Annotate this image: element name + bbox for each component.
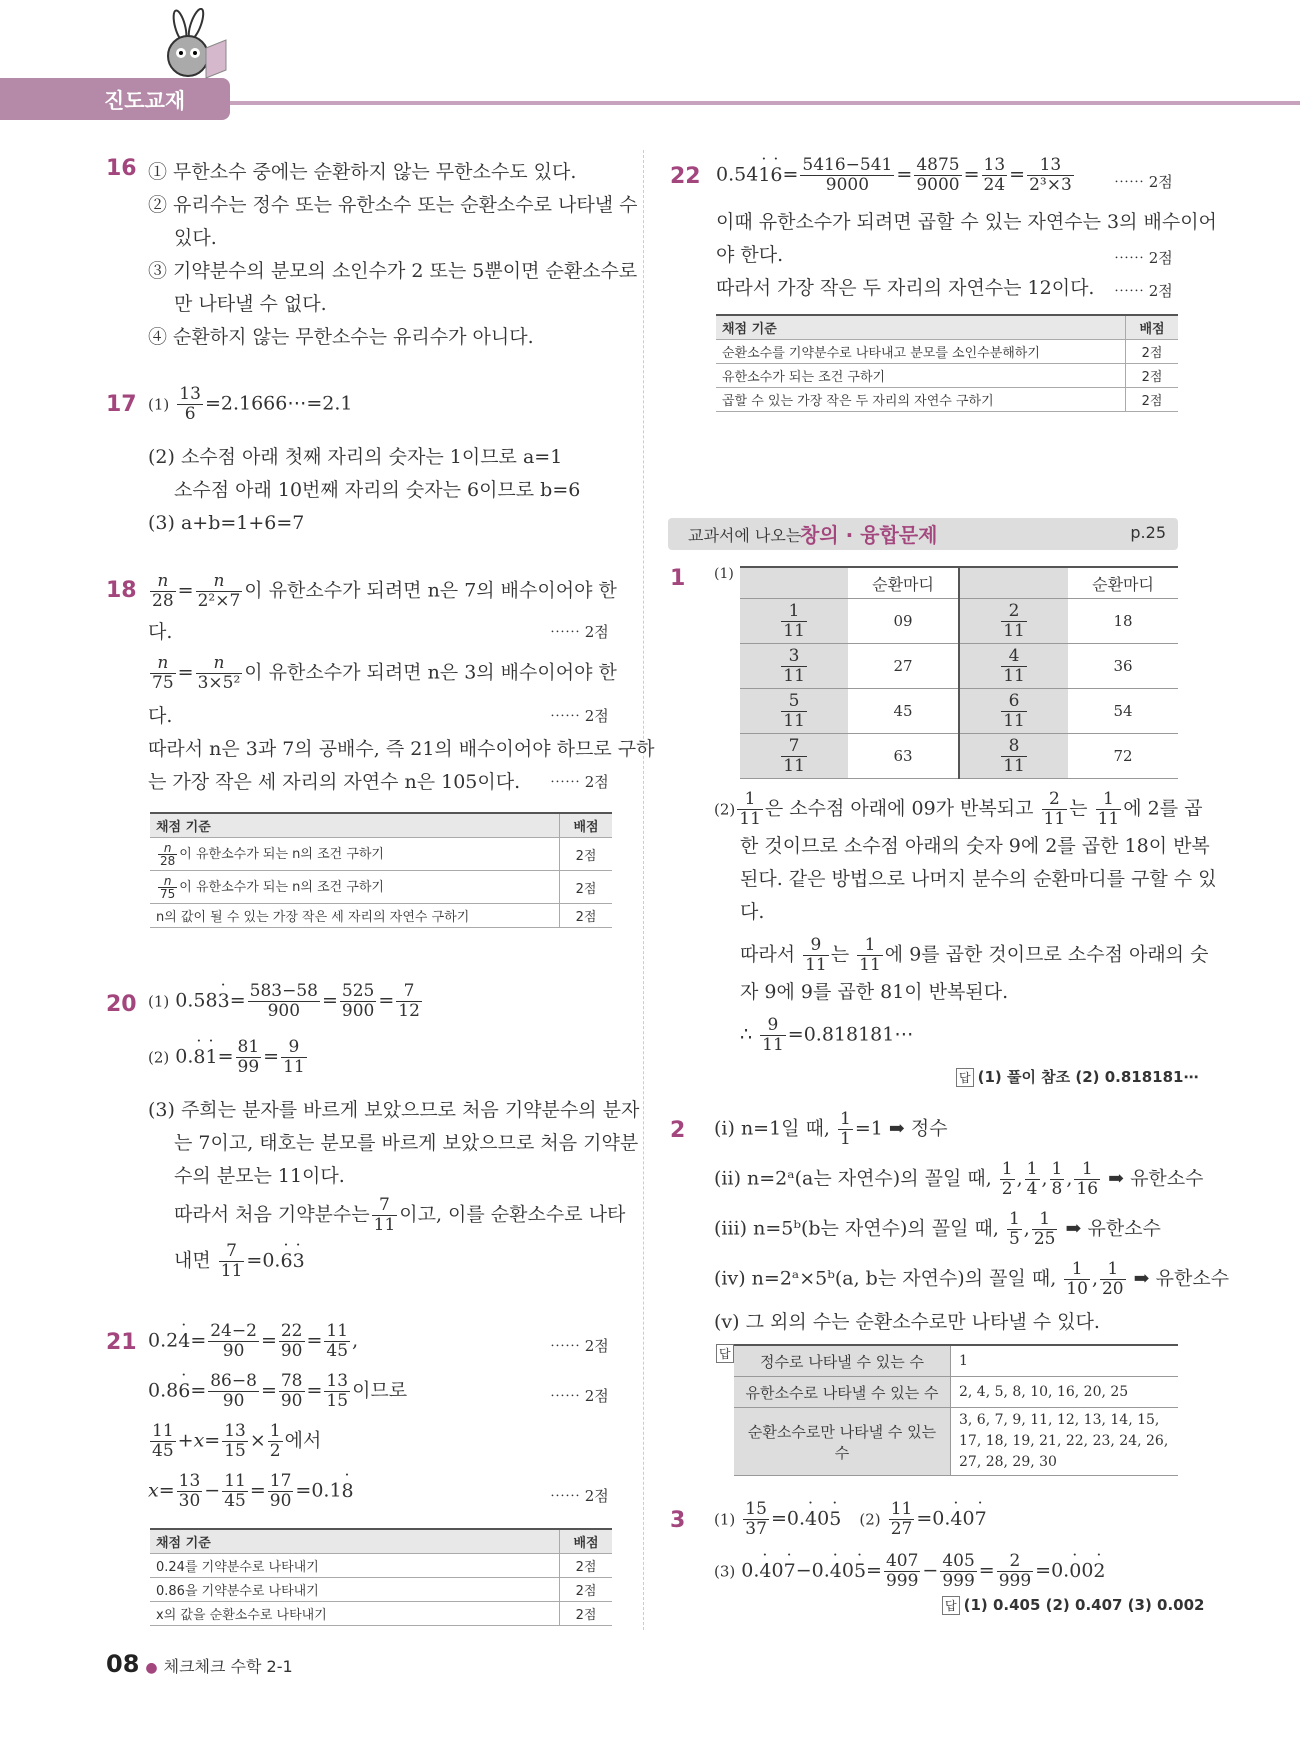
p1-line: 자 9에 9를 곱한 81이 반복된다.: [740, 981, 1009, 1003]
q20-line: 는 7이고, 태호는 분모를 바르게 보았으므로 처음 기약분: [174, 1132, 639, 1154]
p1-repeat-table: [740, 566, 1178, 779]
p1-line: 다.: [740, 901, 765, 923]
p1-line: 는: [1069, 797, 1088, 820]
page-footer: [106, 1650, 293, 1678]
points-label: ⋯⋯ 2점: [1114, 282, 1173, 300]
table-cell: 정수로 나타낼 수 있는 수: [734, 1345, 951, 1377]
table-header: 순환마디: [848, 567, 959, 599]
table-cell: 3, 6, 7, 9, 11, 12, 13, 14, 15, 17, 18, 19, 21, 22, 23, 24, 26, 27, 28, 29, 30: [951, 1408, 1179, 1476]
question-number: 20: [106, 992, 137, 1017]
q17-line: 소수점 아래 10번째 자리의 숫자는 6이므로 b=6: [174, 479, 581, 501]
question-number: 18: [106, 578, 137, 603]
table-header: 채점 기준: [150, 1529, 560, 1554]
table-cell: 2점: [560, 1554, 613, 1578]
table-cell: 2점: [560, 1578, 613, 1602]
table-cell: 유한소수로 나타낼 수 있는 수: [734, 1377, 951, 1408]
frac-den: 11: [783, 710, 805, 731]
frac-den: 11: [783, 665, 805, 686]
question-number: 16: [106, 156, 137, 181]
problem-number: 2: [670, 1118, 686, 1143]
p1-line: 따라서: [740, 943, 796, 966]
answer-text: (1) 0.405 (2) 0.407 (3) 0.002: [963, 1596, 1205, 1614]
p1-line: 에 2를 곱: [1123, 797, 1203, 820]
q20-line: 따라서 처음 기약분수는: [174, 1203, 370, 1226]
q18-line: 이 유한소수가 되려면 n은 7의 배수이어야 한: [244, 579, 617, 602]
table-header: 순환마디: [1068, 567, 1178, 599]
p1-answer: [956, 1066, 1199, 1087]
p2-line: ➡ 유한소수: [1108, 1167, 1204, 1190]
table-header: 배점: [560, 813, 613, 838]
table-cell: 45: [848, 689, 959, 734]
table-cell: 2점: [560, 871, 613, 904]
answer-text: (1) 풀이 참조 (2) 0.818181⋯: [977, 1068, 1199, 1086]
p2-line: (ⅴ) 그 외의 수는 순환소수로만 나타낼 수 있다.: [714, 1311, 1100, 1333]
question-number: 17: [106, 392, 137, 417]
table-header: 채점 기준: [150, 813, 560, 838]
frac-num: 3: [781, 647, 807, 667]
points-label: ⋯⋯ 2점: [550, 773, 609, 791]
q17-part1: (1): [148, 395, 170, 414]
q18-scoring-table: 채점 기준 배점 $\frac{n}{28}$ 이 유한소수가 되는 n의 조건 구하기 2점 $\frac{n}{75}$ 이 유한소수가 되는 n의 조건 구하기 2점 n의 값이 될 수 있는 가장 작은 세 자리의 자연수 구하기 2점: [150, 812, 612, 928]
question-number: 22: [670, 164, 701, 189]
frac-num: 2: [1001, 602, 1027, 622]
table-cell: 유한소수가 되는 조건 구하기: [716, 364, 1126, 388]
table-cell: 순환소수로만 나타낼 수 있는 수: [734, 1408, 951, 1476]
q22-line: 야 한다.: [716, 244, 784, 266]
table-cell: 1: [951, 1345, 1179, 1377]
points-label: ⋯⋯ 2점: [550, 623, 609, 641]
table-cell: 2점: [1126, 364, 1179, 388]
table-cell: 0.86을 기약분수로 나타내기: [150, 1578, 560, 1602]
rabbit-mascot-icon: [150, 8, 230, 83]
q18-line: 는 가장 작은 세 자리의 자연수 n은 105이다.: [148, 771, 521, 793]
p2-line: (ⅱ) n=2ᵃ(a는 자연수)의 꼴일 때,: [714, 1167, 992, 1190]
p2-answer-table: [734, 1344, 1178, 1476]
table-header: 채점 기준: [716, 315, 1126, 340]
table-cell: 54: [1068, 689, 1178, 734]
points-label: ⋯⋯ 2점: [550, 1487, 609, 1505]
frac-num: 5: [781, 692, 807, 712]
points-label: ⋯⋯ 2점: [550, 1387, 609, 1405]
table-cell: 이 유한소수가 되는 n의 조건 구하기: [179, 879, 384, 895]
table-cell: 2점: [560, 838, 613, 871]
q16-line: ② 유리수는 정수 또는 유한소수 또는 순환소수로 나타낼 수: [148, 194, 638, 216]
q17-eq: =2.1666⋯=2.1: [204, 392, 353, 415]
p1-line: 된다. 같은 방법으로 나머지 분수의 순환마디를 구할 수 있: [740, 868, 1217, 890]
table-cell: 2점: [1126, 388, 1179, 412]
table-cell: 09: [848, 599, 959, 644]
points-label: ⋯⋯ 2점: [1114, 173, 1173, 191]
q18-line: 다.: [148, 705, 173, 727]
q20-line: 이고, 이를 순환소수로 나타: [399, 1203, 626, 1226]
frac-den: 11: [783, 755, 805, 776]
q18-line: 이 유한소수가 되려면 n은 3의 배수이어야 한: [244, 661, 617, 684]
q20-line: (3) 주희는 분자를 바르게 보았으므로 처음 기약분수의 분자: [148, 1099, 640, 1121]
q22-line: 이때 유한소수가 되려면 곱할 수 있는 자연수는 3의 배수이어: [716, 211, 1217, 233]
answer-icon: 답: [716, 1344, 734, 1363]
table-header: 배점: [560, 1529, 613, 1554]
section-title: 창의 · 융합문제: [800, 523, 938, 547]
table-cell: 순환소수를 기약분수로 나타내고 분모를 소인수분해하기: [716, 340, 1126, 364]
q18-line: 따라서 n은 3과 7의 공배수, 즉 21의 배수이어야 하므로 구하: [148, 738, 655, 760]
frac-den: 11: [1003, 755, 1025, 776]
p2-line: =1 ➡ 정수: [854, 1117, 948, 1140]
section-page-ref: p.25: [1130, 523, 1166, 542]
header-tab: [0, 78, 230, 120]
section-banner: [668, 518, 1178, 550]
q21-text: 에서: [284, 1429, 322, 1452]
table-cell: 0.24를 기약분수로 나타내기: [150, 1554, 560, 1578]
table-cell: x의 값을 순환소수로 나타내기: [150, 1602, 560, 1626]
problem-number: 1: [670, 566, 686, 591]
table-cell: 18: [1068, 599, 1178, 644]
table-cell: n의 값이 될 수 있는 가장 작은 세 자리의 자연수 구하기: [150, 904, 560, 928]
q22-scoring-table: [716, 314, 1178, 412]
q17-line: (3) a+b=1+6=7: [148, 512, 305, 534]
p1-line: 한 것이므로 소수점 아래의 숫자 9에 2를 곱한 18이 반복: [740, 835, 1210, 857]
q16-line: ④ 순환하지 않는 무한소수는 유리수가 아니다.: [148, 326, 534, 348]
frac-num: 8: [1001, 737, 1027, 757]
p2-line: (ⅰ) n=1일 때,: [714, 1117, 830, 1140]
p1-line: 은 소수점 아래에 09가 반복되고: [764, 797, 1034, 820]
p3-answer: [942, 1596, 1205, 1615]
p1-line: 에 9를 곱한 것이므로 소수점 아래의 숫: [884, 943, 1209, 966]
table-cell: 2점: [1126, 340, 1179, 364]
q22-line: 따라서 가장 작은 두 자리의 자연수는 12이다.: [716, 277, 1095, 299]
p2-line: ➡ 유한소수: [1065, 1217, 1161, 1240]
problem-number: 3: [670, 1508, 686, 1533]
p2-line: (ⅳ) n=2ᵃ×5ᵇ(a, b는 자연수)의 꼴일 때,: [714, 1267, 1057, 1290]
p1-line: 는: [830, 943, 850, 966]
table-header: [959, 567, 1068, 599]
table-cell: 2점: [560, 1602, 613, 1626]
frac-den: 11: [1003, 710, 1025, 731]
frac-num: 4: [1001, 647, 1027, 667]
q21-scoring-table: [150, 1528, 612, 1626]
book-title: 체크체크 수학 2-1: [163, 1657, 293, 1676]
q20-line: 수의 분모는 11이다.: [174, 1165, 345, 1187]
q21-text: 이므로: [352, 1379, 408, 1402]
frac-num: 6: [1001, 692, 1027, 712]
points-label: ⋯⋯ 2점: [1114, 249, 1173, 267]
header-rule: [200, 101, 1300, 105]
table-cell: 2점: [560, 904, 613, 928]
table-cell: 36: [1068, 644, 1178, 689]
header-label: 진도교재: [104, 89, 186, 113]
p1-part1: (1): [714, 566, 734, 582]
q17-line: (2) 소수점 아래 첫째 자리의 숫자는 1이므로 a=1: [148, 446, 563, 468]
q16-line: 만 나타낼 수 없다.: [174, 293, 327, 315]
frac-num: 1: [781, 602, 807, 622]
frac-den: 11: [1003, 665, 1025, 686]
table-cell: 이 유한소수가 되는 n의 조건 구하기: [179, 846, 384, 862]
frac-den: 11: [1003, 620, 1025, 641]
q16-line: 있다.: [174, 227, 217, 249]
table-header: [740, 567, 848, 599]
q20-line: 내면: [174, 1249, 211, 1272]
points-label: ⋯⋯ 2점: [550, 707, 609, 725]
question-number: 21: [106, 1330, 137, 1355]
column-divider: [643, 150, 644, 1630]
frac-den: 11: [783, 620, 805, 641]
table-cell: 63: [848, 734, 959, 779]
page-number: 08: [106, 1650, 140, 1678]
frac-den: 6: [184, 404, 196, 424]
answer-icon: 답: [956, 1068, 974, 1087]
frac-num: 7: [781, 737, 807, 757]
p2-line: (ⅲ) n=5ᵇ(b는 자연수)의 꼴일 때,: [714, 1217, 999, 1240]
table-header: 배점: [1126, 315, 1179, 340]
q16-line: ③ 기약분수의 분모의 소인수가 2 또는 5뿐이면 순환소수로: [148, 260, 638, 282]
table-cell: 2, 4, 5, 8, 10, 16, 20, 25: [951, 1377, 1179, 1408]
answer-icon: 답: [942, 1596, 960, 1615]
bullet-icon: ●: [145, 1660, 158, 1676]
table-cell: 27: [848, 644, 959, 689]
points-label: ⋯⋯ 2점: [550, 1337, 609, 1355]
p2-line: ➡ 유한소수: [1133, 1267, 1230, 1290]
p1-line: =0.818181⋯: [787, 1023, 914, 1046]
table-cell: 72: [1068, 734, 1178, 779]
q18-line: 다.: [148, 621, 173, 643]
frac-num: 13: [179, 384, 201, 404]
table-cell: 곱할 수 있는 가장 작은 두 자리의 자연수 구하기: [716, 388, 1126, 412]
q16-line: ① 무한소수 중에는 순환하지 않는 무한소수도 있다.: [148, 161, 577, 183]
section-prefix: 교과서에 나오는: [688, 526, 802, 545]
